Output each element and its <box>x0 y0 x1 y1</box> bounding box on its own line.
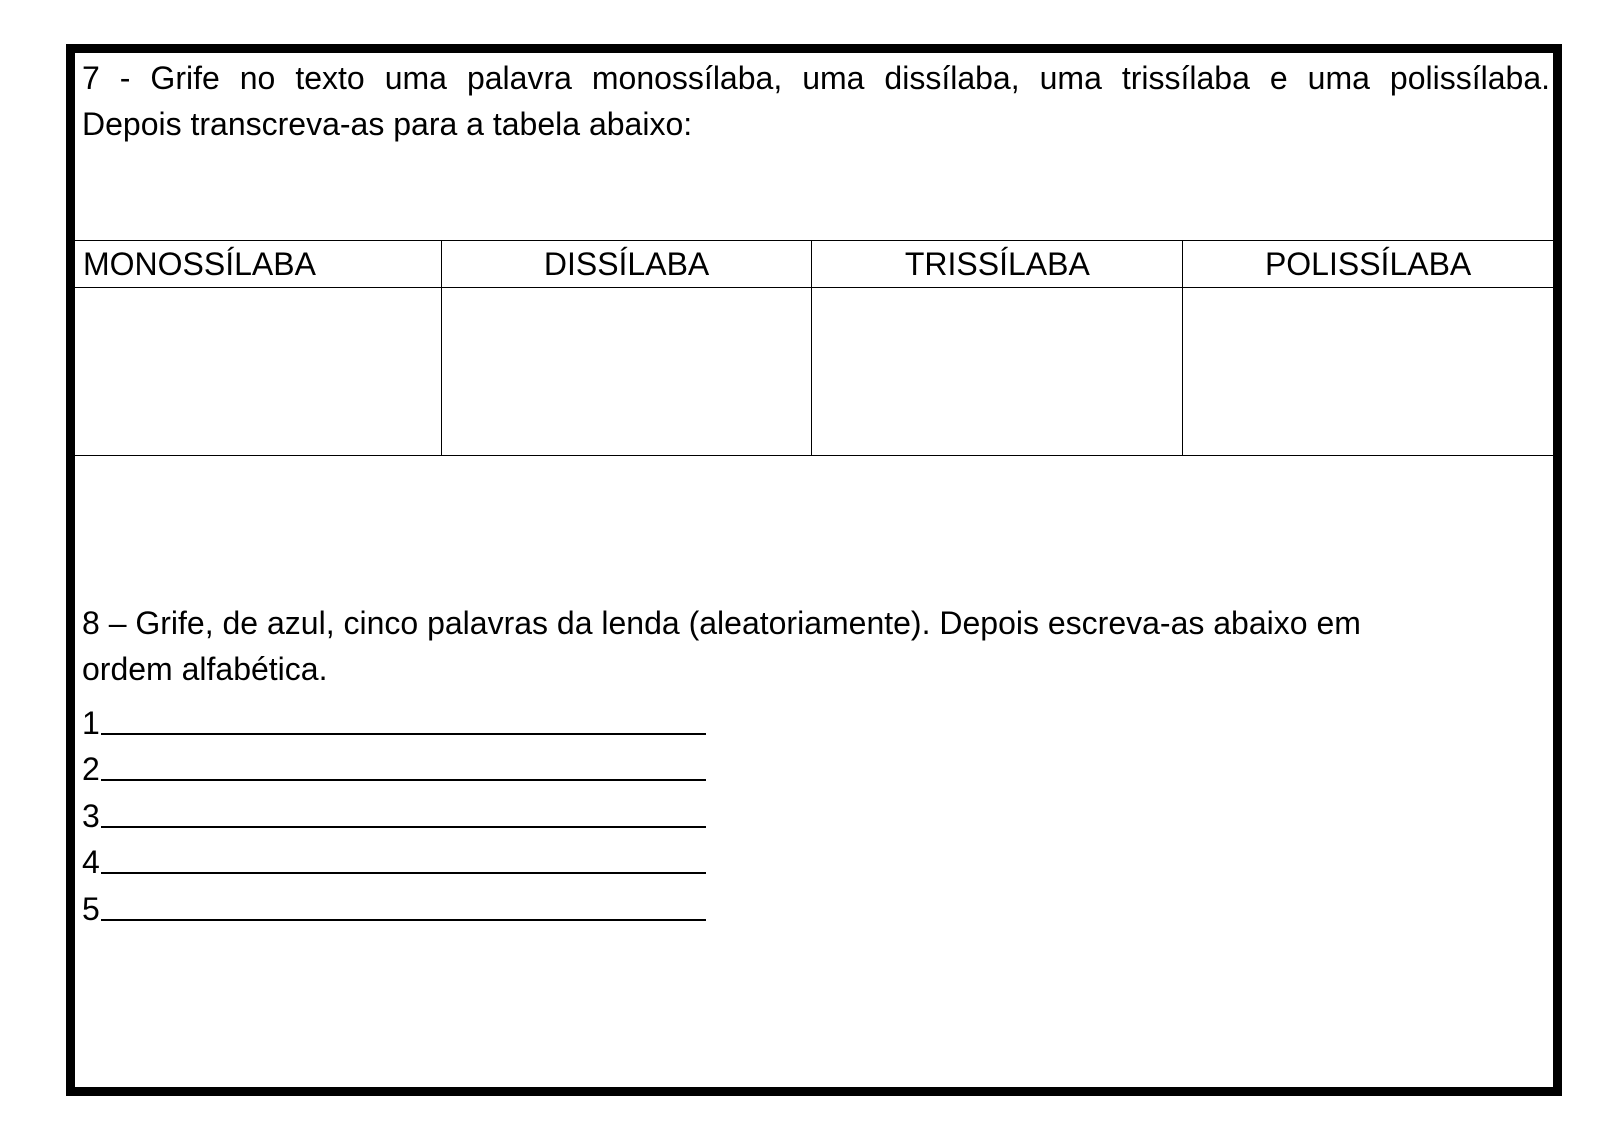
answer-number: 5 <box>82 890 100 927</box>
syllable-table-header-row <box>75 241 1554 288</box>
answer-blank-line[interactable] <box>101 919 706 921</box>
header-dissilaba: DISSÍLABA <box>441 241 812 288</box>
answer-item <box>82 743 706 790</box>
syllable-table-answer-row <box>75 288 1554 456</box>
header-trissilaba: TRISSÍLABA <box>812 241 1183 288</box>
answer-number: 4 <box>82 844 100 880</box>
answer-blank-line[interactable] <box>101 733 706 735</box>
answer-blank-line[interactable] <box>101 872 706 874</box>
answer-item <box>82 836 706 883</box>
answer-cell-trissilaba[interactable] <box>812 288 1183 456</box>
question-8-line-1: 8 – Grife, de azul, cinco palavras da lenda (aleatoriamente). Depois escreva-as abaixo em <box>82 605 1361 641</box>
question-7-line-2: Depois transcreva-as para a tabela abaixo: <box>82 106 693 142</box>
header-polissilaba: POLISSÍLABA <box>1183 241 1554 288</box>
answer-item <box>82 882 706 929</box>
syllable-table <box>74 240 1554 456</box>
answer-cell-monossilaba[interactable] <box>75 288 442 456</box>
answer-number: 3 <box>82 797 100 834</box>
question-8-line-2: ordem alfabética. <box>82 651 328 687</box>
answer-item <box>82 789 706 836</box>
alphabetical-answer-list <box>82 696 706 929</box>
answer-cell-polissilaba[interactable] <box>1183 288 1554 456</box>
worksheet-border <box>66 44 1562 1096</box>
question-7-line-1: 7 - Grife no texto uma palavra monossílaba, uma dissílaba, uma trissílaba e uma polissílaba. <box>82 60 1550 96</box>
answer-item <box>82 696 706 743</box>
header-monossilaba: MONOSSÍLABA <box>75 241 442 288</box>
answer-blank-line[interactable] <box>101 779 706 781</box>
answer-blank-line[interactable] <box>101 826 706 828</box>
answer-number: 1 <box>82 704 100 741</box>
answer-cell-dissilaba[interactable] <box>441 288 812 456</box>
answer-number: 2 <box>82 751 100 787</box>
